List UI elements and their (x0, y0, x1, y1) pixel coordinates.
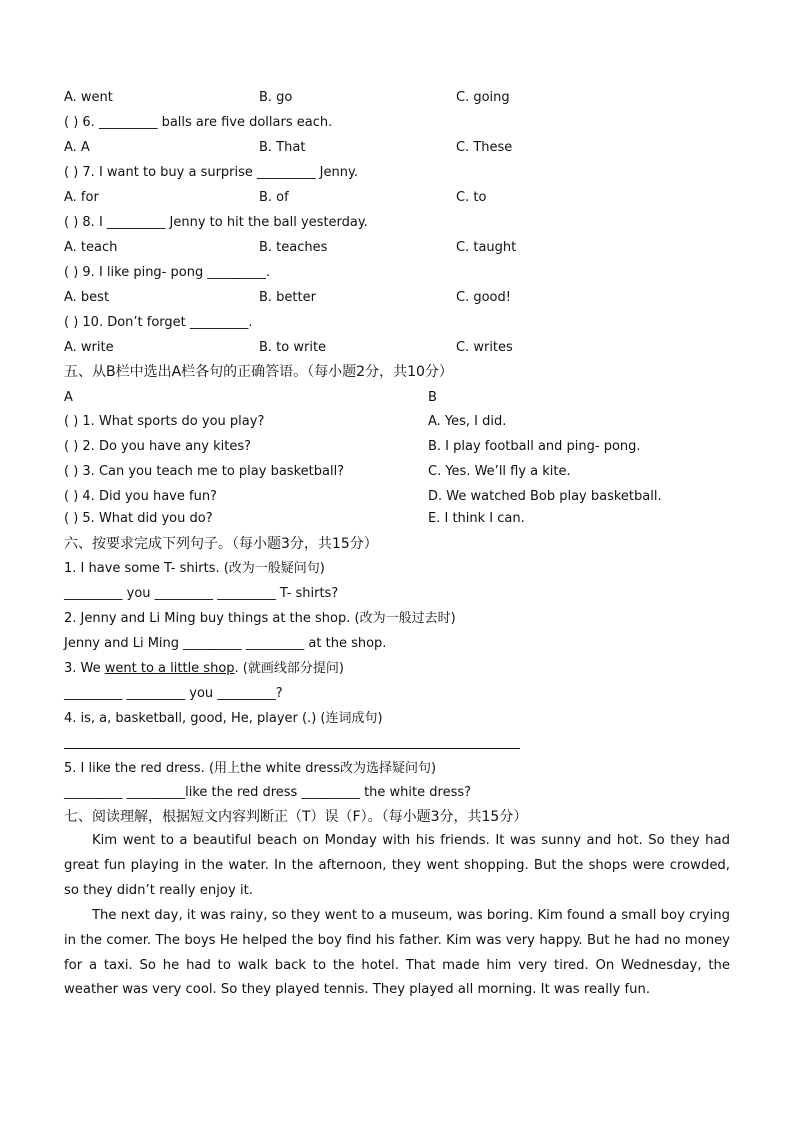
q9-option-b: B. better (259, 290, 316, 305)
section5-row4-question: ( ) 4. Did you have fun? (64, 489, 217, 504)
q10-option-b: B. to write (259, 340, 327, 355)
q10-option-c: C. writes (456, 340, 513, 355)
reading-paragraph-2 (64, 904, 730, 1003)
section6-q1: 1. I have some T- shirts. (改为一般疑问句) (64, 561, 325, 576)
section5-row3-question: ( ) 3. Can you teach me to play basketball? (64, 464, 345, 479)
section5-row2-question: ( ) 2. Do you have any kites? (64, 439, 252, 454)
section6-title: 六、按要求完成下列句子。（每小题3分，共15分） (64, 536, 378, 552)
section6-q3-prefix: 3. We (64, 661, 105, 676)
section5-row1-answer: A. Yes, I did. (428, 414, 507, 429)
section5-row2-answer: B. I play football and ping- pong. (428, 439, 641, 454)
section6-q5: 5. I like the red dress. (用上the white dress改为选择疑问句) (64, 761, 437, 776)
section5-title: 五、从B栏中选出A栏各句的正确答语。（每小题2分，共10分） (64, 364, 453, 380)
q5-option-a: A. went (64, 90, 113, 105)
reading-paragraph-1-text: Kim went to a beautiful beach on Monday with his friends. It was sunny and hot. So they had great fun playing in the water. In the afternoon, they went shopping. But the shops were crowded, so they didn’t really enjoy it. (64, 833, 730, 898)
section5-row4-answer: D. We watched Bob play basketball. (428, 489, 662, 504)
section6-q4-answer-line (64, 748, 520, 749)
section6-q2: 2. Jenny and Li Ming buy things at the shop. (改为一般过去时) (64, 611, 456, 626)
q7-stem: ( ) 7. I want to buy a surprise _________ Jenny. (64, 165, 358, 180)
section6-q3-underlined: went to a little shop (104, 661, 235, 676)
q9-option-a: A. best (64, 290, 110, 305)
q6-option-a: A. A (64, 140, 90, 155)
q10-stem: ( ) 10. Don’t forget _________. (64, 315, 253, 330)
q7-option-a: A. for (64, 190, 99, 205)
q7-option-b: B. of (259, 190, 289, 205)
q5-option-b: B. go (259, 90, 293, 105)
section6-q4: 4. is, a, basketball, good, He, player (.) (连词成句) (64, 711, 383, 726)
section7-title: 七、阅读理解，根据短文内容判断正（T）误（F）。（每小题3分，共15分） (64, 809, 528, 825)
q10-option-a: A. write (64, 340, 114, 355)
reading-paragraph-2-text: The next day, it was rainy, so they went to a museum, was boring. Kim found a small boy crying in the comer. The boys He helped the boy find his father. Kim was very happy. But he had no money for a taxi. So he had to walk back to the hotel. That made him very tired. On Wednesday, the weather was very cool. So they played tennis. They played all morning. It was really fun. (64, 908, 730, 998)
q8-stem: ( ) 8. I _________ Jenny to hit the ball yesterday. (64, 215, 368, 230)
q8-option-a: A. teach (64, 240, 118, 255)
q9-stem: ( ) 9. I like ping- pong _________. (64, 265, 270, 280)
section6-q3-suffix: . (就画线部分提问) (234, 661, 344, 676)
section5-row5-answer: E. I think I can. (428, 511, 525, 526)
q6-stem: ( ) 6. _________ balls are five dollars each. (64, 115, 333, 130)
q9-option-c: C. good! (456, 290, 511, 305)
section5-col-a-header: A (64, 390, 73, 405)
section6-q5-answer: _________ _________like the red dress _________ the white dress? (64, 785, 472, 800)
q8-option-b: B. teaches (259, 240, 328, 255)
q8-option-c: C. taught (456, 240, 517, 255)
reading-paragraph-1 (64, 829, 730, 903)
q6-option-b: B. That (259, 140, 306, 155)
q6-option-c: C. These (456, 140, 513, 155)
section6-q3-answer: _________ _________ you _________? (64, 686, 283, 701)
q5-option-c: C. going (456, 90, 510, 105)
section5-col-b-header: B (428, 390, 437, 405)
section6-q2-answer: Jenny and Li Ming _________ _________ at the shop. (64, 636, 387, 651)
section5-row5-question: ( ) 5. What did you do? (64, 511, 213, 526)
section5-row3-answer: C. Yes. We’ll fly a kite. (428, 464, 571, 479)
section6-q3 (64, 661, 344, 677)
section5-row1-question: ( ) 1. What sports do you play? (64, 414, 265, 429)
section6-q1-answer: _________ you _________ _________ T- shirts? (64, 586, 339, 601)
q7-option-c: C. to (456, 190, 487, 205)
